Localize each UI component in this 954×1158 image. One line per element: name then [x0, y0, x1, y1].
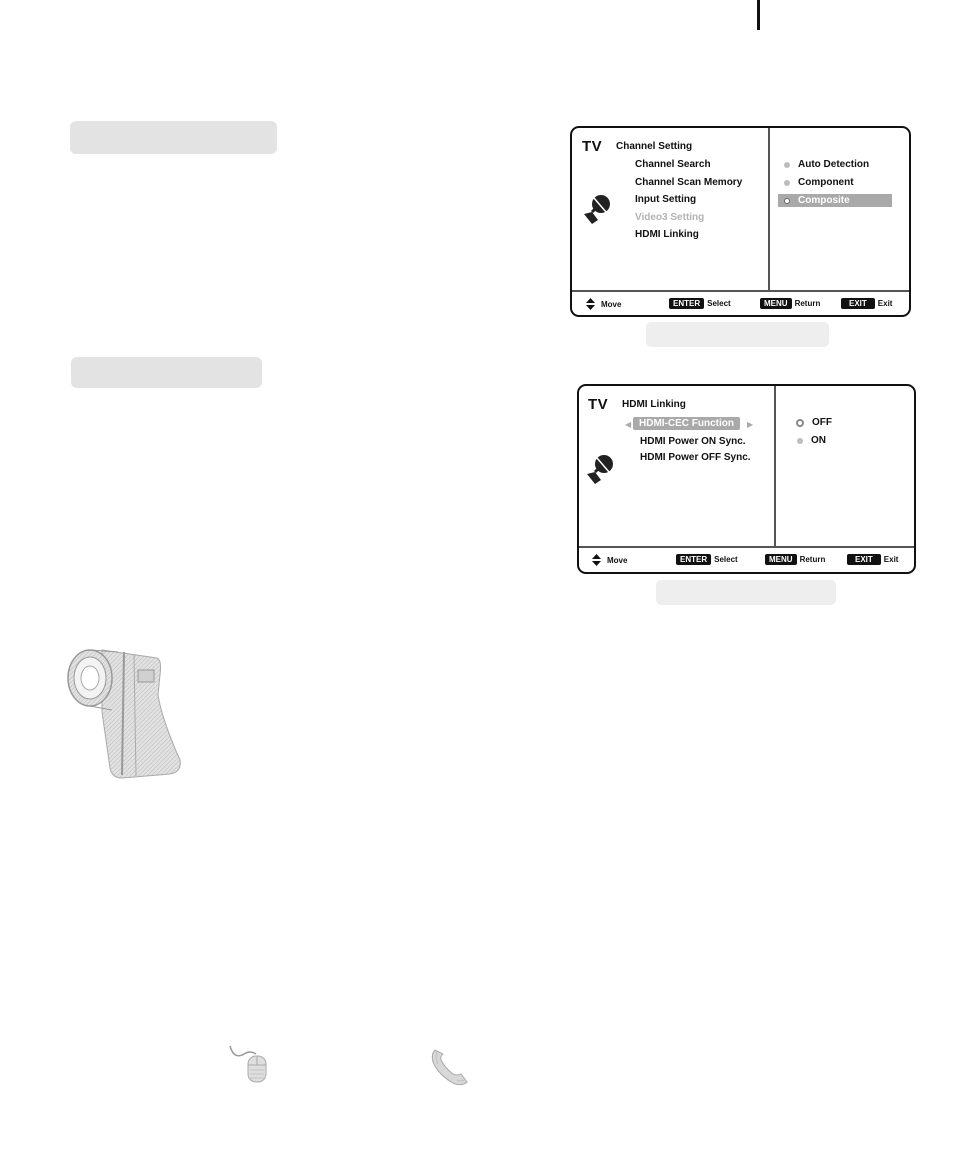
option-composite[interactable]: Composite — [778, 194, 892, 207]
option-auto-detection[interactable]: Auto Detection — [784, 159, 869, 170]
screen-caption-1 — [646, 322, 829, 347]
mouse-icon — [228, 1040, 272, 1084]
vertical-rule — [757, 0, 760, 30]
footer-return: MENU Return — [760, 298, 820, 309]
satellite-dish-icon — [582, 192, 612, 226]
radio-icon — [784, 162, 790, 168]
menu-item-hdmi-cec-function[interactable]: HDMI-CEC Function — [633, 417, 740, 430]
osd-screen-hdmi-linking — [577, 384, 916, 574]
up-down-arrow-icon — [592, 554, 601, 566]
option-off[interactable]: OFF — [796, 417, 832, 428]
option-on[interactable]: ON — [797, 435, 826, 446]
footer-select: ENTER Select — [676, 554, 738, 565]
tv-label: TV — [588, 396, 609, 413]
menu-item-video3-setting: Video3 Setting — [635, 212, 705, 223]
camcorder-icon — [62, 640, 184, 780]
menu-title: HDMI Linking — [622, 399, 686, 410]
up-down-arrow-icon — [586, 298, 595, 310]
phone-icon — [429, 1046, 471, 1088]
option-component[interactable]: Component — [784, 177, 854, 188]
left-arrow-icon: ◀ — [625, 420, 632, 429]
osd-screen-channel-setting — [570, 126, 911, 317]
menu-title: Channel Setting — [616, 141, 693, 152]
radio-icon — [797, 438, 803, 444]
footer-select: ENTER Select — [669, 298, 731, 309]
menu-item-input-setting[interactable]: Input Setting — [635, 194, 697, 205]
radio-icon — [784, 180, 790, 186]
footer-move: Move — [586, 298, 621, 310]
menu-item-hdmi-power-on-sync[interactable]: HDMI Power ON Sync. — [640, 436, 746, 447]
section-tab-2 — [71, 357, 262, 388]
tv-label: TV — [582, 138, 603, 155]
satellite-dish-icon — [585, 452, 615, 486]
right-arrow-icon: ▶ — [747, 420, 754, 429]
footer-move: Move — [592, 554, 627, 566]
menu-item-hdmi-linking[interactable]: HDMI Linking — [635, 229, 699, 240]
menu-item-channel-scan-memory[interactable]: Channel Scan Memory — [635, 177, 743, 188]
footer-exit: EXIT Exit — [841, 298, 892, 309]
radio-selected-icon — [796, 419, 804, 427]
menu-item-channel-search[interactable]: Channel Search — [635, 159, 711, 170]
footer-return: MENU Return — [765, 554, 825, 565]
section-tab-1 — [70, 121, 277, 154]
screen-caption-2 — [656, 580, 836, 605]
footer-exit: EXIT Exit — [847, 554, 898, 565]
menu-item-hdmi-power-off-sync[interactable]: HDMI Power OFF Sync. — [640, 452, 751, 463]
radio-selected-icon — [784, 198, 790, 204]
